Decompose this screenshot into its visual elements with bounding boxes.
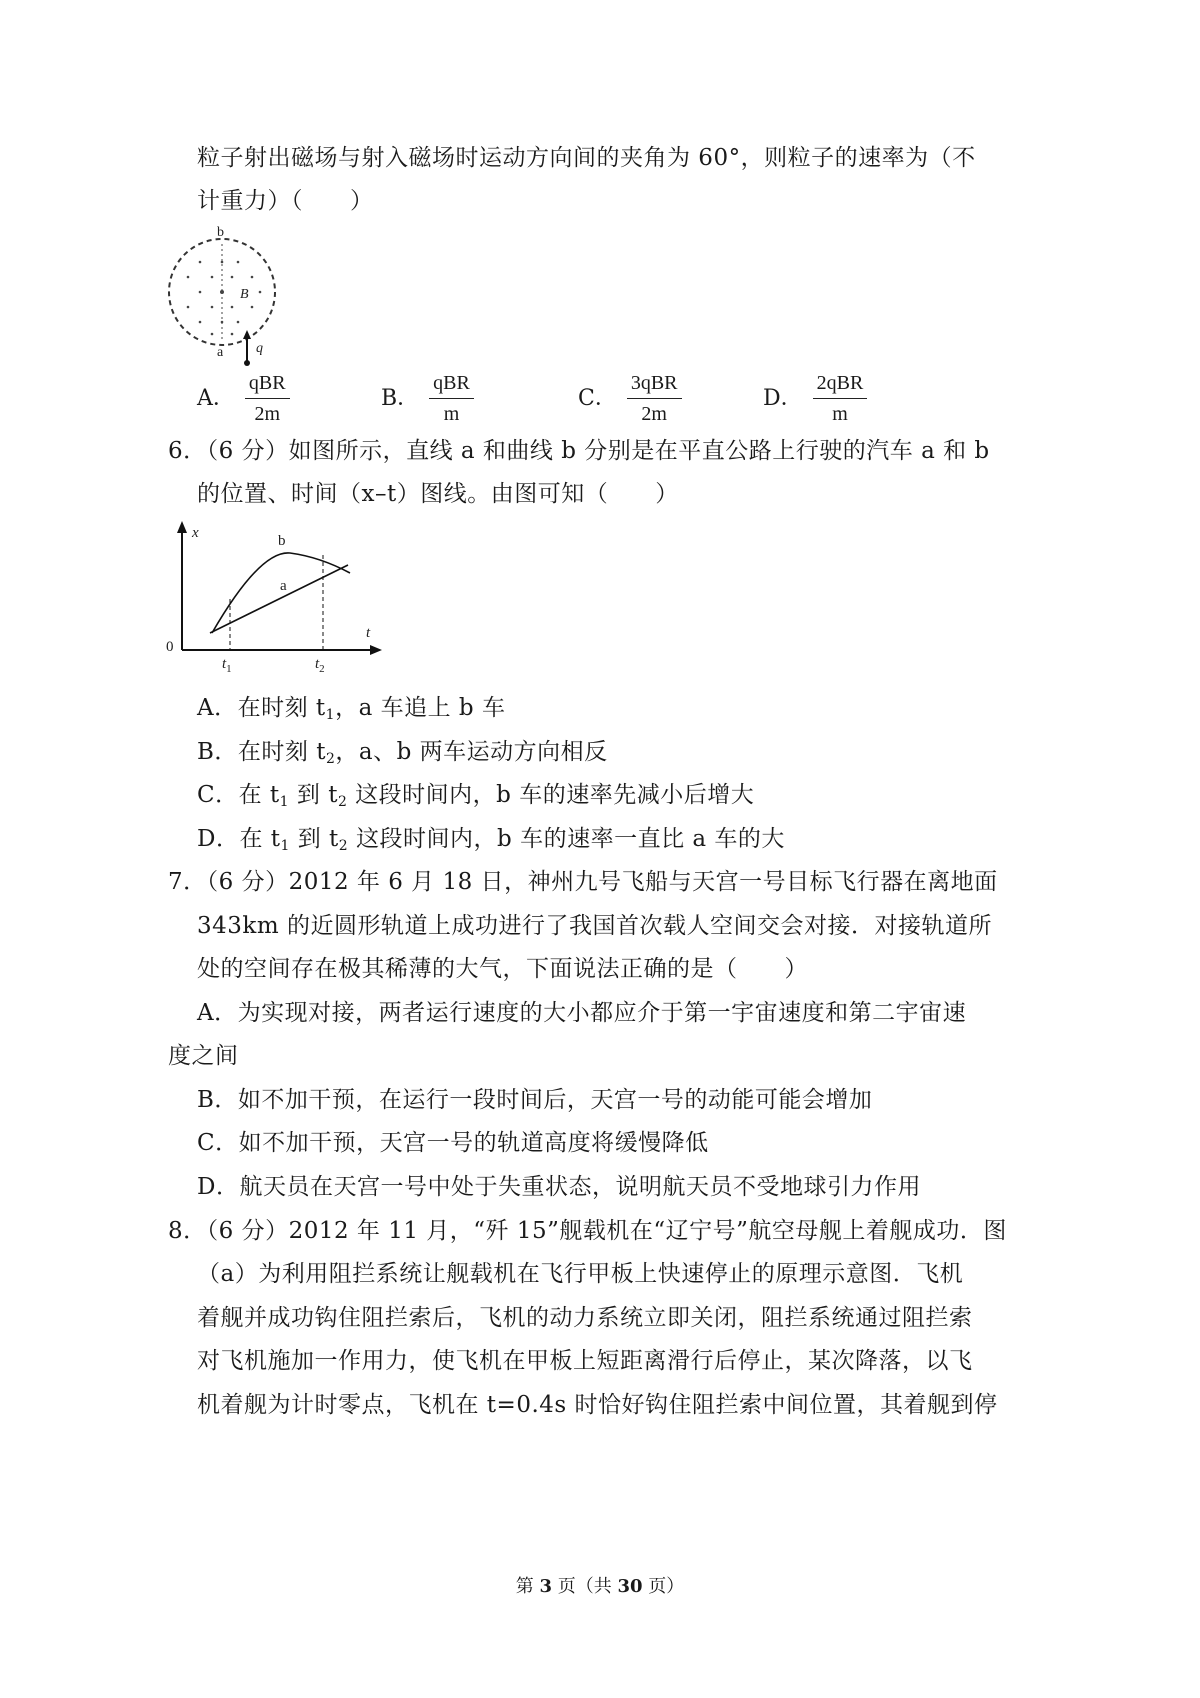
fraction: $\frac{\text{qBR}}{2m}$ (245, 370, 290, 427)
q8-line4: 对飞机施加一作用力，使飞机在甲板上短距离滑行后停止，某次降落，以飞 (197, 1348, 973, 1374)
q6-option-d[interactable]: D．在 $t_1$ 到 $t_2$ 这段时间内，b 车的速率一直比 a 车的大 (197, 826, 785, 854)
q6-option-c[interactable]: C．在 $t_1$ 到 $t_2$ 这段时间内，b 车的速率先减小后增大 (197, 782, 755, 810)
q7-line2: 343km 的近圆形轨道上成功进行了我国首次载人空间交会对接．对接轨道所 (197, 913, 992, 939)
q5-option-b[interactable]: B． $\frac{\text{qBR}}{m}$ (381, 370, 474, 427)
axis-label-t: t (366, 625, 371, 641)
figure-label-b: b (217, 225, 224, 240)
q6-line1: 6．（6 分）如图所示，直线 a 和曲线 b 分别是在平直公路上行驶的汽车 a 和 b (168, 438, 990, 464)
page-footer: 第 3 页（共 30 页） (515, 1576, 685, 1597)
q5-line1: 粒子射出磁场与射入磁场时运动方向间的夹角为 60°，则粒子的速率为（不 (197, 145, 976, 171)
tick-t2: $t_2$ (315, 656, 325, 675)
q6-option-a[interactable]: A．在时刻 $t_1$，a 车追上 b 车 (197, 695, 506, 723)
axis-label-x: x (192, 525, 199, 541)
line-a-label: a (280, 578, 287, 594)
origin-label: 0 (166, 639, 174, 655)
figure-label-B: B (240, 287, 249, 302)
q6-line2: 的位置、时间（x﻿–t）图线。由图可知（ ） (197, 481, 679, 507)
tick-t1: $t_1$ (222, 656, 232, 675)
q7-option-b[interactable]: B．如不加干预，在运行一段时间后，天宫一号的动能可能会增加 (197, 1087, 873, 1113)
fraction: $\frac{\text{3qBR}}{2m}$ (627, 370, 682, 427)
q7-option-a-line2[interactable]: 度之间 (168, 1043, 239, 1069)
q8-line1: 8．（6 分）2012 年 11 月，“歼 15”舰载机在“辽宁号”航空母舰上着舰成功．图 (168, 1218, 1007, 1244)
fraction: $\frac{\text{2qBR}}{m}$ (813, 370, 868, 427)
q7-option-c[interactable]: C．如不加干预，天宫一号的轨道高度将缓慢降低 (197, 1130, 709, 1156)
q7-option-a-line1[interactable]: A．为实现对接，两者运行速度的大小都应介于第一宇宙速度和第二宇宙速 (197, 1000, 967, 1026)
fraction: $\frac{\text{qBR}}{m}$ (429, 370, 474, 427)
q6-option-b[interactable]: B．在时刻 $t_2$，a、b 两车运动方向相反 (197, 739, 608, 767)
q8-line2: （a）为利用阻拦系统让舰载机在飞行甲板上快速停止的原理示意图．飞机 (197, 1261, 964, 1287)
q7-line1: 7．（6 分）2012 年 6 月 18 日，神州九号飞船与天宫一号目标飞行器在离地面 (168, 869, 998, 895)
q8-line5: 机着舰为计时零点，飞机在 t=0.4s 时恰好钩住阻拦索中间位置，其着舰到停 (197, 1392, 998, 1418)
q5-option-a[interactable]: A． $\frac{\text{qBR}}{2m}$ (197, 370, 290, 427)
magnetic-field-figure (160, 222, 290, 372)
q5-option-c[interactable]: C． $\frac{\text{3qBR}}{2m}$ (578, 370, 682, 427)
q5-option-d[interactable]: D． $\frac{\text{2qBR}}{m}$ (763, 370, 867, 427)
figure-label-a: a (217, 345, 224, 360)
q8-line3: 着舰并成功钩住阻拦索后，飞机的动力系统立即关闭，阻拦系统通过阻拦索 (197, 1305, 973, 1331)
position-time-figure (160, 515, 390, 675)
figure-label-q: q (256, 341, 263, 356)
curve-b-label: b (278, 533, 286, 549)
q7-line3: 处的空间存在极其稀薄的大气，下面说法正确的是（ ） (197, 956, 808, 982)
q7-option-d[interactable]: D．航天员在天宫一号中处于失重状态，说明航天员不受地球引力作用 (197, 1174, 921, 1200)
q5-line2: 计重力）（ ） (197, 188, 374, 214)
